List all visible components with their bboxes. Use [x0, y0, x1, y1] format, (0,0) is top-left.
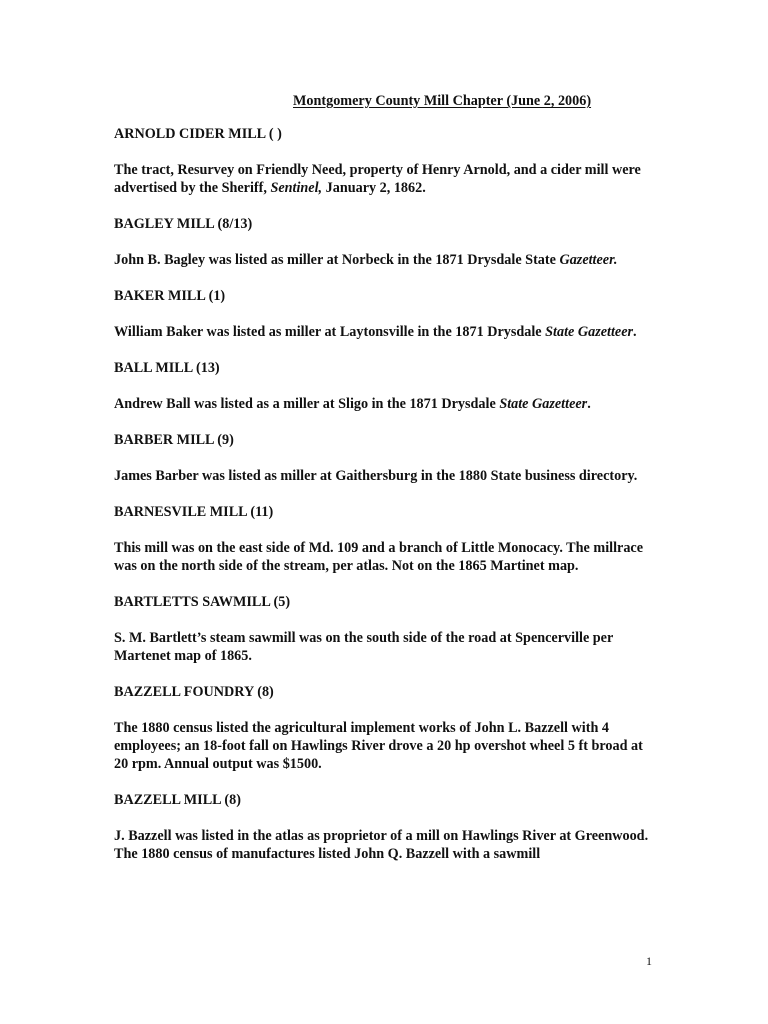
paragraph-text: William Baker was listed as miller at Laytonsville in the 1871 Drysdale: [114, 324, 546, 340]
paragraph-text: John B. Bagley was listed as miller at Norbeck in the 1871 Drysdale State: [114, 252, 560, 268]
paragraph-text: S. M. Bartlett’s steam sawmill was on the south side of the road at Spencerville per Martenet map of 1865.: [114, 630, 614, 664]
document-body: [114, 125, 654, 881]
entry-paragraph: [114, 629, 654, 665]
entry-heading: BARBER MILL (9): [114, 432, 234, 448]
paragraph-text: This mill was on the east side of Md. 109 and a branch of Little Monocacy. The millrace was on the north side of the stream, per atlas. Not on the 1865 Martinet map.: [114, 540, 644, 574]
paragraph-text: .: [587, 396, 591, 412]
italic-citation: Sentinel,: [270, 180, 323, 196]
entry-paragraph: [114, 395, 654, 413]
entry-heading: BAZZELL FOUNDRY (8): [114, 684, 274, 700]
entry-heading: BARNESVILE MILL (11): [114, 504, 274, 520]
entry-heading: BAZZELL MILL (8): [114, 792, 241, 808]
italic-citation: State Gazetteer: [545, 324, 634, 340]
entry-heading: ARNOLD CIDER MILL ( ): [114, 126, 282, 142]
italic-citation: State Gazetteer: [499, 396, 588, 412]
page-number: 1: [646, 954, 652, 968]
entry-paragraph: [114, 539, 654, 575]
italic-citation: Gazetteer.: [559, 252, 618, 268]
paragraph-text: The 1880 census listed the agricultural implement works of John L. Bazzell with 4 employees; an 18-foot fall on Hawlings River drove a 20 hp overshot wheel 5 ft broad at 20 rpm. Annual output was $1500.: [114, 720, 643, 772]
entry-heading: BAGLEY MILL (8/13): [114, 216, 253, 232]
entry-paragraph: [114, 251, 654, 269]
document-title: Montgomery County Mill Chapter (June 2, 2006): [293, 93, 592, 109]
entry-paragraph: [114, 323, 654, 341]
entry-heading: BARTLETTS SAWMILL (5): [114, 594, 291, 610]
paragraph-text: .: [633, 324, 637, 340]
paragraph-text: Andrew Ball was listed as a miller at Sligo in the 1871 Drysdale: [114, 396, 500, 412]
paragraph-text: The tract, Resurvey on Friendly Need, property of Henry Arnold, and a cider mill were advertised by the Sheriff,: [114, 162, 641, 196]
paragraph-text: J. Bazzell was listed in the atlas as proprietor of a mill on Hawlings River at Greenwood. The 1880 census of manufactures listed John Q. Bazzell with a sawmill: [114, 828, 649, 862]
entry-paragraph: [114, 467, 654, 485]
entry-heading: BAKER MILL (1): [114, 288, 226, 304]
entry-paragraph: [114, 827, 654, 863]
entry-paragraph: [114, 719, 654, 773]
paragraph-text: January 2, 1862.: [322, 180, 426, 196]
entry-paragraph: [114, 161, 654, 197]
paragraph-text: James Barber was listed as miller at Gaithersburg in the 1880 State business directory.: [114, 468, 638, 484]
entry-heading: BALL MILL (13): [114, 360, 220, 376]
